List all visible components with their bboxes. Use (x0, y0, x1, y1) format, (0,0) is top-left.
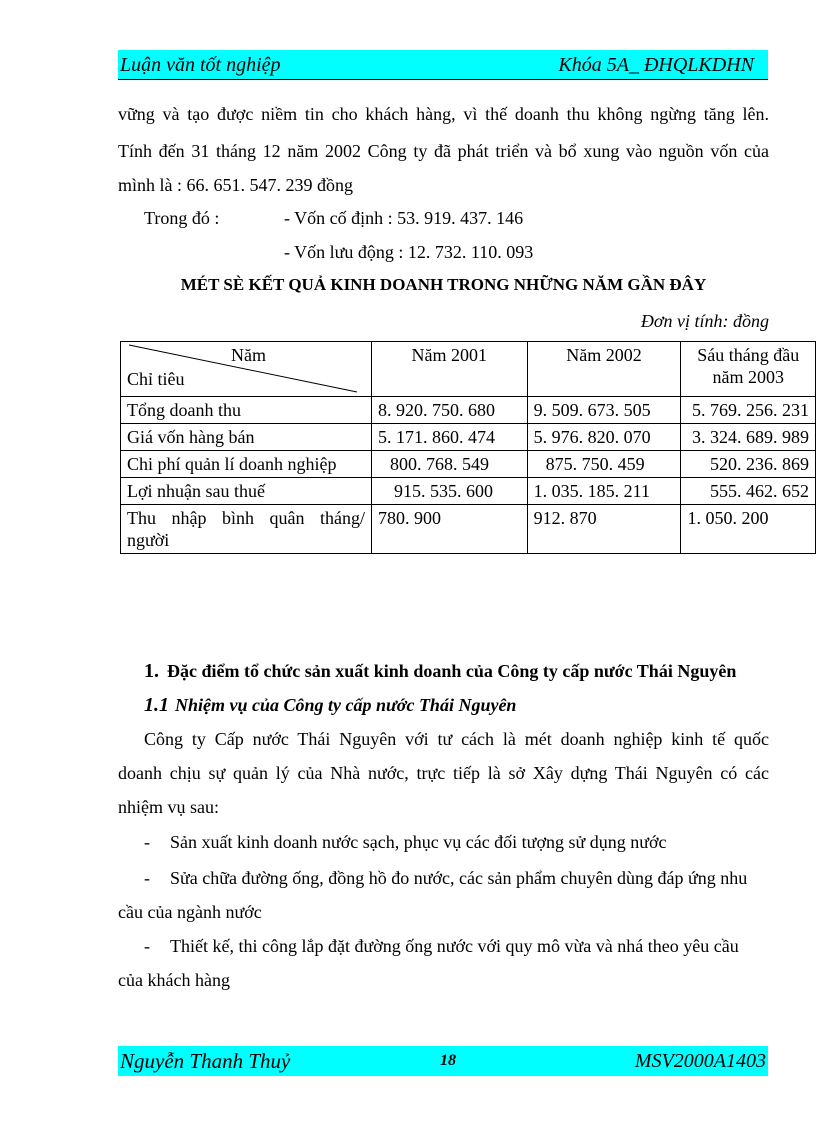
bullet-dash: - (144, 868, 150, 888)
value-2001: 915. 535. 600 (371, 478, 527, 505)
section-1-1-title: Nhiệm vụ của Công ty cấp nước Thái Nguyên (175, 695, 517, 715)
header-col-2003-line2: năm 2003 (712, 367, 784, 387)
header-chi-tieu: Chỉ tiêu (127, 369, 185, 389)
section-1-number: 1. (144, 660, 159, 682)
value-2002: 5. 976. 820. 070 (527, 424, 681, 451)
header-col-2002: Năm 2002 (527, 342, 681, 397)
value-2003: 520. 236. 869 (681, 451, 816, 478)
footer-student-id: MSV2000A1403 (634, 1050, 766, 1072)
header-col-2003 (681, 342, 816, 397)
section-1-heading (144, 660, 736, 683)
bullet-text: Sản xuất kinh doanh nước sạch, phục vụ các đối tượng sử dụng nước (170, 832, 667, 852)
table-row (121, 451, 816, 478)
value-2002: 875. 750. 459 (527, 451, 681, 478)
list-item (144, 936, 769, 957)
bullet-dash: - (144, 936, 150, 956)
intro-line-3: mình là : 66. 651. 547. 239 đồng (118, 175, 353, 195)
row-label: Tổng doanh thu (121, 397, 372, 424)
intro-line-1: vững và tạo được niềm tin cho khách hàng, vì thế doanh thu không ngừng tăng lên. (118, 104, 769, 124)
table-row (121, 424, 816, 451)
header-right-text: Khóa 5A_ ĐHQLKDHN (558, 54, 754, 76)
table-unit: Đơn vị tính: đồng (640, 311, 769, 331)
table-row (121, 505, 816, 554)
page-header (118, 50, 768, 80)
section-1-title: Đặc điểm tổ chức sản xuất kinh doanh của Công ty cấp nước Thái Nguyên (167, 661, 737, 681)
value-2002: 912. 870 (527, 505, 681, 554)
value-2003: 5. 769. 256. 231 (681, 397, 816, 424)
table-row (121, 478, 816, 505)
results-table (120, 341, 816, 554)
value-2002: 9. 509. 673. 505 (527, 397, 681, 424)
table-row (121, 397, 816, 424)
value-2003: 3. 324. 689. 989 (681, 424, 816, 451)
body-line-3: nhiệm vụ sau: (118, 797, 219, 817)
bullet-continuation: cầu của ngành nước (118, 902, 262, 922)
table-title: MÉT SÈ KẾT QUẢ KINH DOANH TRONG NHỮNG NĂM GẦN ĐÂY (180, 275, 707, 294)
body-line-1: Công ty Cấp nước Thái Nguyên với tư cách là mét doanh nghiệp kinh tế quốc (144, 729, 769, 749)
value-2003: 555. 462. 652 (681, 478, 816, 505)
row-label: Thu nhập bình quân tháng/ người (121, 505, 372, 554)
value-2001: 5. 171. 860. 474 (371, 424, 527, 451)
von-luu-dong: - Vốn lưu động : 12. 732. 110. 093 (284, 242, 534, 262)
header-col-2003-line1: Sáu tháng đầu (697, 345, 800, 365)
value-2003: 1. 050. 200 (681, 505, 816, 554)
row-label: Chi phí quản lí doanh nghiệp (121, 451, 372, 478)
section-1-1-heading (144, 694, 516, 717)
bullet-dash: - (144, 832, 150, 852)
footer-author: Nguyễn Thanh Thuỷ (120, 1049, 291, 1073)
list-item (144, 832, 667, 853)
value-2001: 780. 900 (371, 505, 527, 554)
intro-line-2: Tính đến 31 tháng 12 năm 2002 Công ty đã phát triển và bổ xung vào nguồn vốn của (118, 141, 769, 161)
von-co-dinh: - Vốn cố định : 53. 919. 437. 146 (284, 208, 524, 228)
trong-do-label: Trong đó : (144, 208, 220, 228)
footer-page-number: 18 (440, 1052, 456, 1069)
value-2002: 1. 035. 185. 211 (527, 478, 681, 505)
bullet-text: Thiết kế, thi công lắp đặt đường ống nước với quy mô vừa và nhá theo yêu cầu (170, 936, 739, 956)
row-label: Lợi nhuận sau thuế (121, 478, 372, 505)
header-col-2001: Năm 2001 (371, 342, 527, 397)
header-left-text: Luận văn tốt nghiệp (120, 54, 281, 76)
value-2001: 800. 768. 549 (371, 451, 527, 478)
header-nam: Năm (231, 345, 266, 365)
row-label: Giá vốn hàng bán (121, 424, 372, 451)
value-2001: 8. 920. 750. 680 (371, 397, 527, 424)
section-1-1-number: 1.1 (144, 694, 169, 716)
header-diagonal-cell (121, 342, 372, 397)
table-header-row (121, 342, 816, 397)
body-line-2: doanh chịu sự quản lý của Nhà nước, trực tiếp là sở Xây dựng Thái Nguyên có các (118, 763, 769, 783)
bullet-text: Sửa chữa đường ống, đồng hồ đo nước, các sản phẩm chuyên dùng đáp ứng nhu (170, 868, 748, 888)
page-footer (118, 1046, 768, 1076)
list-item (144, 868, 769, 889)
bullet-continuation: của khách hàng (118, 970, 230, 990)
